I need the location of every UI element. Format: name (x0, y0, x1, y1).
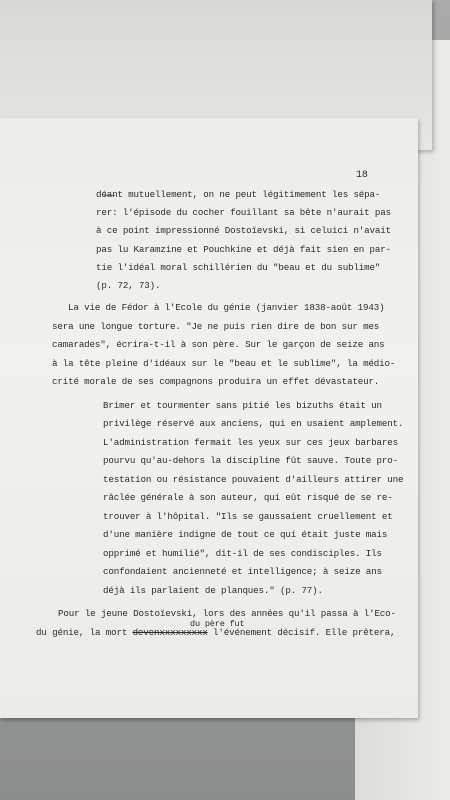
quote1-line: (p. 72, 73). (96, 280, 161, 291)
page-number: 18 (356, 170, 368, 181)
paragraph2-text: du génie, la mort (36, 627, 128, 638)
struck-out-text: devenxxxxxxxxx (132, 627, 208, 638)
quote2-line: d'une manière indigne de tout ce qui était juste mais (103, 529, 388, 540)
quote2-line: L'administration fermait les yeux sur ces jeux barbares (103, 437, 398, 448)
quote2-line: Brimer et tourmenter sans pitié les bizuths était un (103, 400, 382, 411)
quote1-line: tie l'idéal moral schillérien du "beau et du sublime" (96, 262, 381, 273)
paragraph2-line (36, 627, 395, 639)
quote1-line: pas lu Karamzine et Pouchkine et déjà fait sien en par- (96, 244, 391, 255)
paragraph1-line: camarades", écrira-t-il à son père. Sur le garçon de seize ans (52, 339, 385, 350)
quote2-line: testation ou résistance pouvaient d'ailleurs attirer une (103, 474, 404, 485)
quote2-line: trouver à l'hôpital. "Ils se gaussaient cruellement et (103, 511, 393, 522)
quote1-line: à ce point impressionné Dostoïevski, si celuici n'avait (96, 225, 391, 236)
paragraph1-line: sera une longue torture. "Je ne puis rien dire de bon sur mes (52, 321, 380, 332)
handwritten-correction: du père fut (190, 619, 245, 629)
quote2-line: confondaient ancienneté et intelligence; à seize ans (103, 566, 382, 577)
paragraph1-line: à la tête pleine d'idéaux sur le "beau et le sublime", la médio- (52, 358, 396, 369)
quote2-line: privilège réservé aux anciens, qui en usaient amplement. (103, 418, 404, 429)
paragraph1-line: La vie de Fédor à l'Ecole du génie (janvier 1838-août 1943) (68, 302, 385, 313)
paragraph1-line: crité morale de ses compagnons produira un effet dévastateur. (52, 376, 380, 387)
quote2-line: pourvu qu'au-dehors la discipline fût sauve. Toute pro- (103, 455, 398, 466)
paragraph2-text: l'événement décisif. Elle prêtera, (213, 627, 396, 638)
quote1-line: rer: l'épisode du cocher fouillant sa bête n'aurait pas (96, 207, 391, 218)
quote2-line: déjà ils parlaient de planques." (p. 77). (103, 585, 323, 596)
quote2-line: râclée générale à son auteur, qui eût risqué de se re- (103, 492, 393, 503)
paragraph2-line: Pour le jeune Dostoïevski, lors des années qu'il passa à l'Eco- (58, 608, 396, 619)
typewritten-page (0, 118, 418, 718)
quote1-line: dé̶a̶nt mutuellement, on ne peut légitimement les sépa- (96, 189, 381, 200)
quote2-line: opprimé et humilié", dit-il de ses condisciples. Ils (103, 548, 382, 559)
